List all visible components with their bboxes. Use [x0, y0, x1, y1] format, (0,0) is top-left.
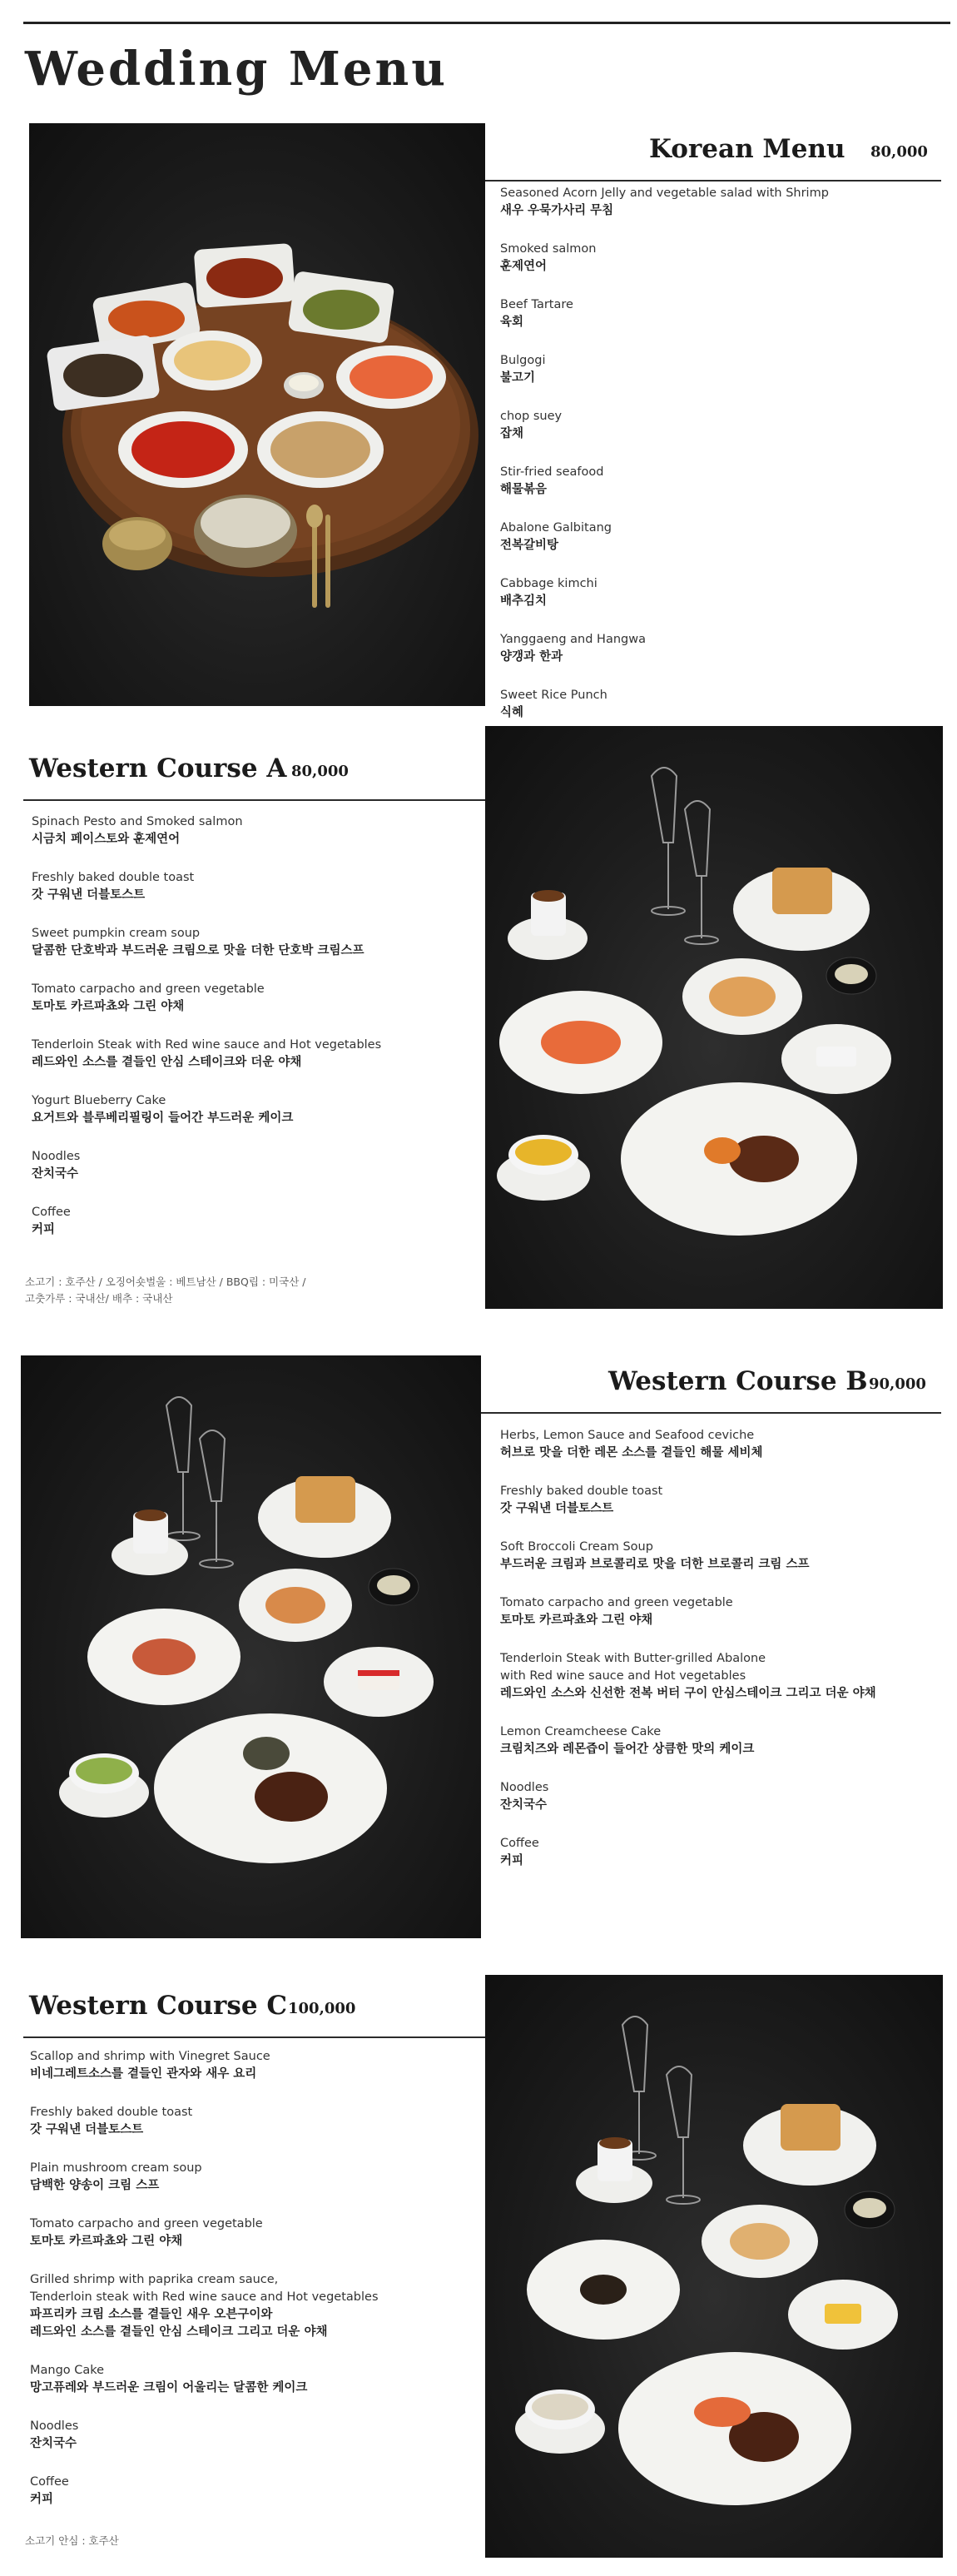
menu-item [500, 1539, 933, 1574]
menu-item [30, 2418, 483, 2453]
menu-item-ko: 배추김치 [500, 594, 548, 608]
menu-item-en: Coffee [500, 1837, 539, 1850]
korean-menu-price: 80,000 [870, 143, 928, 161]
menu-item-ko: 새우 우묵가사리 무침 [500, 204, 614, 217]
menu-item-en: Sweet Rice Punch [500, 689, 607, 702]
western-b-price: 90,000 [869, 1375, 926, 1393]
menu-item-en: Tomato carpacho and green vegetable [500, 1596, 733, 1609]
menu-item [32, 1204, 481, 1239]
western-a-rule [23, 799, 485, 801]
menu-item-en: Freshly baked double toast [30, 2106, 193, 2119]
menu-item-en: Yanggaeng and Hangwa [500, 633, 646, 646]
menu-item-ko: 육회 [500, 316, 524, 329]
menu-item-en: Noodles [500, 1781, 549, 1794]
top-rule [23, 22, 950, 24]
menu-item [500, 241, 933, 276]
western-c-origin-note: 소고기 안심 : 호주산 [25, 2534, 119, 2547]
menu-item-en: Lemon Creamcheese Cake [500, 1725, 662, 1738]
menu-item-en: Freshly baked double toast [500, 1484, 663, 1498]
western-course-a-photo [485, 726, 943, 1309]
korean-menu-title: Korean Menu [649, 134, 845, 164]
menu-item-en: Scallop and shrimp with Vinegret Sauce [30, 2050, 270, 2063]
menu-item-ko: 토마토 카르파쵸와 그린 야채 [500, 1614, 653, 1627]
menu-item-ko: 커피 [500, 1854, 524, 1867]
menu-item-en: Herbs, Lemon Sauce and Seafood ceviche [500, 1429, 755, 1442]
menu-item-en: Sweet pumpkin cream soup [32, 927, 201, 940]
menu-item-ko: 토마토 카르파쵸와 그린 야채 [30, 2235, 183, 2248]
menu-item-en: Noodles [32, 1150, 81, 1163]
menu-item [30, 2362, 483, 2397]
menu-item [500, 464, 933, 499]
menu-item [32, 1148, 481, 1183]
western-a-title: Western Course A [29, 753, 287, 783]
korean-menu-rule [485, 180, 941, 182]
menu-item-ko: 갓 구워낸 더블토스트 [500, 1502, 614, 1515]
menu-item-ko: 망고퓨레와 부드러운 크림이 어울리는 달콤한 케이크 [30, 2381, 308, 2394]
menu-item [30, 2048, 483, 2083]
menu-item-ko: 식혜 [500, 706, 524, 719]
menu-item-ko: 크림치즈와 레몬즙이 들어간 상큼한 맛의 케이크 [500, 1743, 755, 1756]
menu-item-en: Plain mushroom cream soup [30, 2161, 202, 2175]
menu-item-ko: 잔치국수 [32, 1167, 79, 1181]
menu-item [30, 2215, 483, 2250]
korean-menu-items [500, 185, 933, 743]
menu-item-ko: 갓 구워낸 더블토스트 [32, 888, 146, 902]
menu-item-en: Tomato carpacho and green vegetable [30, 2217, 263, 2230]
menu-item [30, 2160, 483, 2195]
menu-item-en: Tomato carpacho and green vegetable [32, 982, 265, 996]
menu-item-ko: 레드와인 소스를 곁들인 안심 스테이크와 더운 야채 [32, 1056, 302, 1069]
menu-item-en: Bulgogi [500, 354, 546, 367]
menu-item [500, 520, 933, 554]
menu-item-ko: 갓 구워낸 더블토스트 [30, 2123, 144, 2136]
menu-item [30, 2104, 483, 2139]
menu-item-ko: 달콤한 단호박과 부드러운 크림으로 맛을 더한 단호박 크림스프 [32, 944, 364, 957]
menu-item [30, 2474, 483, 2509]
menu-item-ko: 잔치국수 [30, 2437, 77, 2450]
western-c-price: 100,000 [288, 2000, 356, 2017]
menu-item-ko: 부드러운 크림과 브로콜리로 맛을 더한 브로콜리 크림 스프 [500, 1558, 810, 1571]
menu-item-ko: 전복갈비탕 [500, 539, 559, 552]
menu-item-en: chop suey [500, 410, 563, 423]
menu-item [500, 575, 933, 610]
menu-item-en: Spinach Pesto and Smoked salmon [32, 815, 243, 828]
western-c-header [23, 1980, 485, 2038]
menu-item-en: Coffee [32, 1206, 71, 1219]
western-b-header [481, 1355, 941, 1414]
menu-item-ko: 허브로 맛을 더한 레몬 소스를 곁들인 해물 세비체 [500, 1446, 763, 1460]
menu-item [500, 185, 933, 220]
menu-item [500, 631, 933, 666]
menu-item-ko: 토마토 카르파쵸와 그린 야채 [32, 1000, 185, 1013]
menu-item [32, 1092, 481, 1127]
menu-item-ko: 시금치 페이스토와 훈제연어 [32, 833, 181, 846]
western-b-items [500, 1427, 933, 1891]
menu-item [500, 1723, 933, 1758]
menu-item [32, 869, 481, 904]
western-course-b-photo [21, 1355, 481, 1938]
menu-item-en: Grilled shrimp with paprika cream sauce, Tenderloin steak with Red wine sauce and Hot vegetables [30, 2273, 379, 2304]
menu-item [500, 296, 933, 331]
menu-item-ko: 훈제연어 [500, 260, 548, 273]
menu-item [32, 1037, 481, 1072]
menu-item-en: Stir-fried seafood [500, 465, 604, 479]
western-a-origin-note: 소고기 : 호주산 / 오징어숏벌울 : 베트남산 / BBQ립 : 미국산 / 고춧가루 : 국내산/ 배추 : 국내산 [25, 1276, 306, 1305]
menu-item-ko: 잡채 [500, 427, 524, 440]
menu-item-en: Seasoned Acorn Jelly and vegetable salad with Shrimp [500, 186, 829, 200]
menu-item [500, 687, 933, 722]
western-a-price: 80,000 [291, 763, 349, 780]
page-title: Wedding Menu [25, 42, 448, 97]
menu-item-en: Soft Broccoli Cream Soup [500, 1540, 653, 1554]
western-c-rule [23, 2036, 485, 2038]
menu-item-en: Tenderloin Steak with Red wine sauce and Hot vegetables [32, 1038, 382, 1052]
menu-item [500, 408, 933, 443]
menu-item [30, 2271, 483, 2341]
menu-item [500, 1594, 933, 1629]
menu-item-ko: 양갱과 한과 [500, 650, 563, 664]
menu-item-ko: 해물볶음 [500, 483, 548, 496]
western-a-items [32, 813, 481, 1260]
menu-item-ko: 잔치국수 [500, 1798, 548, 1812]
menu-item-en: Yogurt Blueberry Cake [32, 1094, 166, 1107]
western-course-c-photo [485, 1975, 943, 2558]
menu-item-en: Beef Tartare [500, 298, 573, 311]
menu-item-ko: 커피 [30, 2493, 54, 2506]
menu-item [500, 1835, 933, 1870]
western-c-items [30, 2048, 483, 2529]
menu-item [500, 1650, 933, 1703]
menu-item [32, 981, 481, 1016]
menu-item-ko: 커피 [32, 1223, 56, 1236]
menu-item [32, 813, 481, 848]
menu-item-ko: 비네그레트소스를 곁들인 관자와 새우 요리 [30, 2067, 257, 2081]
menu-item [500, 1427, 933, 1462]
korean-table-spread-photo [29, 123, 485, 706]
menu-item [32, 925, 481, 960]
menu-item-ko: 불고기 [500, 371, 536, 385]
korean-menu-header [485, 123, 941, 182]
menu-item-en: Abalone Galbitang [500, 521, 612, 535]
menu-item-en: Mango Cake [30, 2364, 105, 2377]
menu-item-ko: 레드와인 소스와 신선한 전복 버터 구이 안심스테이크 그리고 더운 야채 [500, 1687, 876, 1700]
western-c-title: Western Course C [29, 1991, 288, 2021]
menu-item-en: Smoked salmon [500, 242, 597, 256]
menu-item [500, 1483, 933, 1518]
menu-item-ko: 요거트와 블루베리필링이 들어간 부드러운 케이크 [32, 1111, 294, 1125]
menu-item-ko: 담백한 양송이 크림 스프 [30, 2179, 160, 2192]
western-b-rule [481, 1412, 941, 1414]
western-a-header [23, 743, 485, 801]
menu-item-en: Tenderloin Steak with Butter-grilled Abalone with Red wine sauce and Hot vegetables [500, 1652, 766, 1683]
menu-item-en: Noodles [30, 2419, 79, 2433]
western-b-title: Western Course B [608, 1366, 868, 1396]
menu-item-ko: 파프리카 크림 소스를 곁들인 새우 오븐구이와 레드와인 소스를 곁들인 안심 스테이크 그리고 더운 야채 [30, 2308, 328, 2339]
menu-item-en: Freshly baked double toast [32, 871, 195, 884]
menu-item-en: Cabbage kimchi [500, 577, 598, 590]
menu-item [500, 1779, 933, 1814]
menu-item [500, 352, 933, 387]
menu-item-en: Coffee [30, 2475, 69, 2489]
